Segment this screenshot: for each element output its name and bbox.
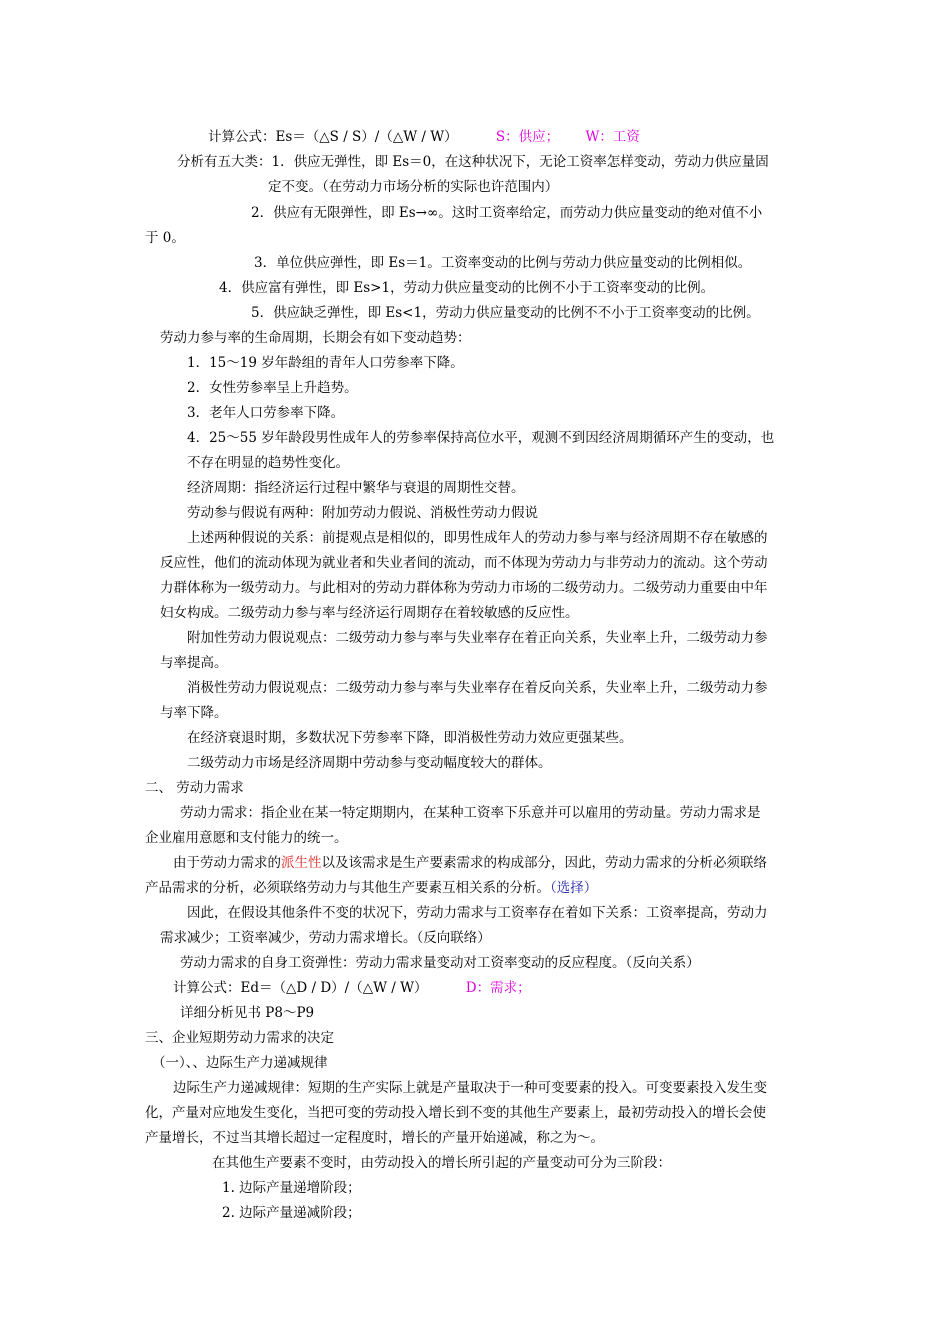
section-heading: 三、企业短期劳动力需求的决定 (145, 1030, 334, 1046)
formula-line-ed (173, 979, 531, 997)
choice-note: （选择） (550, 880, 598, 896)
list-item: 1．15～19 岁年龄组的青年人口劳参率下降。 (187, 355, 464, 371)
formula-ed: 计算公式：Ed＝（△D / D）/（△W / W） (173, 980, 428, 996)
text-line-derived (173, 854, 767, 872)
text-line: 在其他生产要素不变时，由劳动投入的增长所引起的产量变动可分为三阶段： (212, 1155, 671, 1171)
text-line: 于 0。 (145, 230, 185, 246)
text-line-choice (145, 879, 597, 897)
text-line: 分析有五大类：1．供应无弹性，即 Es＝0，在这种状况下，无论工资率怎样变动，劳动力供应量固 (177, 154, 769, 170)
formula-note-w: W：工资 (585, 129, 640, 145)
text-line: 企业雇用意愿和支付能力的统一。 (145, 830, 348, 846)
text-segment: 以及该需求是生产要素需求的构成部分，因此，劳动力需求的分析必须联络 (321, 855, 767, 871)
list-item: 4．25～55 岁年龄段男性成年人的劳参率保持高位水平，观测不到因经济周期循环产生的变动，也 (187, 430, 775, 446)
text-line: 4．供应富有弹性，即 Es>1，劳动力供应量变动的比例不小于工资率变动的比例。 (219, 280, 715, 296)
text-line: 劳动参与假说有两种：附加劳动力假说、消极性劳动力假说 (187, 505, 538, 521)
text-line: 边际生产力递减规律：短期的生产实际上就是产量取决于一种可变要素的投入。可变要素投入发生变 (173, 1080, 767, 1096)
text-line: 5．供应缺乏弹性，即 Es<1，劳动力供应量变动的比例不不小于工资率变动的比例。 (251, 305, 760, 321)
formula-es: 计算公式：Es＝（△S / S）/（△W / W） (208, 129, 458, 145)
section-heading: 二、 劳动力需求 (145, 780, 244, 796)
text-line: 劳动力需求：指企业在某一特定期期内，在某种工资率下乐意并可以雇用的劳动量。劳动力需求是 (180, 805, 761, 821)
text-line: 化，产量对应地发生变化，当把可变的劳动投入增长到不变的其他生产要素上，最初劳动投入的增长会使 (145, 1105, 766, 1121)
text-line: 因此，在假设其他条件不变的状况下，劳动力需求与工资率存在着如下关系：工资率提高，劳动力 (187, 905, 768, 921)
text-line: 在经济衰退时期，多数状况下劳参率下降，即消极性劳动力效应更强某些。 (187, 730, 633, 746)
list-item: 2. 边际产量递减阶段； (222, 1205, 361, 1221)
text-line: 不存在明显的趋势性变化。 (187, 455, 349, 471)
text-line: 反应性，他们的流动体现为就业者和失业者间的流动，而不体现为劳动力与非劳动力的流动。这个劳动 (160, 555, 768, 571)
text-line: 需求减少；工资率减少，劳动力需求增长。（反向联络） (160, 930, 491, 946)
text-line: 妇女构成。二级劳动力参与率与经济运行周期存在着较敏感的反应性。 (160, 605, 579, 621)
text-line: 经济周期：指经济运行过程中繁华与衰退的周期性交替。 (187, 480, 525, 496)
formula-note-d: D：需求； (465, 980, 531, 996)
text-line: 劳动力需求的自身工资弹性：劳动力需求量变动对工资率变动的反应程度。（反向关系） (180, 955, 700, 971)
text-line: 附加性劳动力假说观点：二级劳动力参与率与失业率存在着正向关系，失业率上升，二级劳动力参 (187, 630, 768, 646)
list-item: 1. 边际产量递增阶段； (222, 1180, 361, 1196)
subsection-heading: （一）、、边际生产力递减规律 (152, 1055, 328, 1071)
formula-note-s: S：供应； (495, 129, 560, 145)
text-line: 上述两种假说的关系：前提观点是相似的，即男性成年人的劳动力参与率与经济周期不存在敏感的 (187, 530, 768, 546)
text-line: 定不变。（在劳动力市场分析的实际也许范围内） (268, 179, 559, 195)
list-item: 3．老年人口劳参率下降。 (187, 405, 345, 421)
text-line: 产量增长，不过当其增长超过一定程度时，增长的产量开始递减，称之为～。 (145, 1130, 604, 1146)
text-segment: 由于劳动力需求的 (173, 855, 281, 871)
text-line: 3．单位供应弹性，即 Es＝1。工资率变动的比例与劳动力供应量变动的比例相似。 (254, 255, 752, 271)
text-line: 与率下降。 (160, 705, 228, 721)
text-line: 消极性劳动力假说观点：二级劳动力参与率与失业率存在着反向关系，失业率上升，二级劳动力参 (187, 680, 768, 696)
highlight-derived: 派生性 (281, 855, 322, 871)
text-segment: 产品需求的分析，必须联络劳动力与其他生产要素互相关系的分析。 (145, 880, 550, 896)
text-line: 劳动力参与率的生命周期，长期会有如下变动趋势： (160, 330, 471, 346)
text-line: 2．供应有无限弹性，即 Es→∞。这时工资率给定，而劳动力供应量变动的绝对值不小 (251, 205, 763, 221)
text-line: 力群体称为一级劳动力。与此相对的劳动力群体称为劳动力市场的二级劳动力。二级劳动力重要由中年 (160, 580, 768, 596)
formula-line-es (208, 128, 640, 146)
text-line: 详细分析见书 P8～P9 (180, 1005, 315, 1021)
list-item: 2．女性劳参率呈上升趋势。 (187, 380, 358, 396)
text-line: 二级劳动力市场是经济周期中劳动参与变动幅度较大的群体。 (187, 755, 552, 771)
text-line: 与率提高。 (160, 655, 228, 671)
